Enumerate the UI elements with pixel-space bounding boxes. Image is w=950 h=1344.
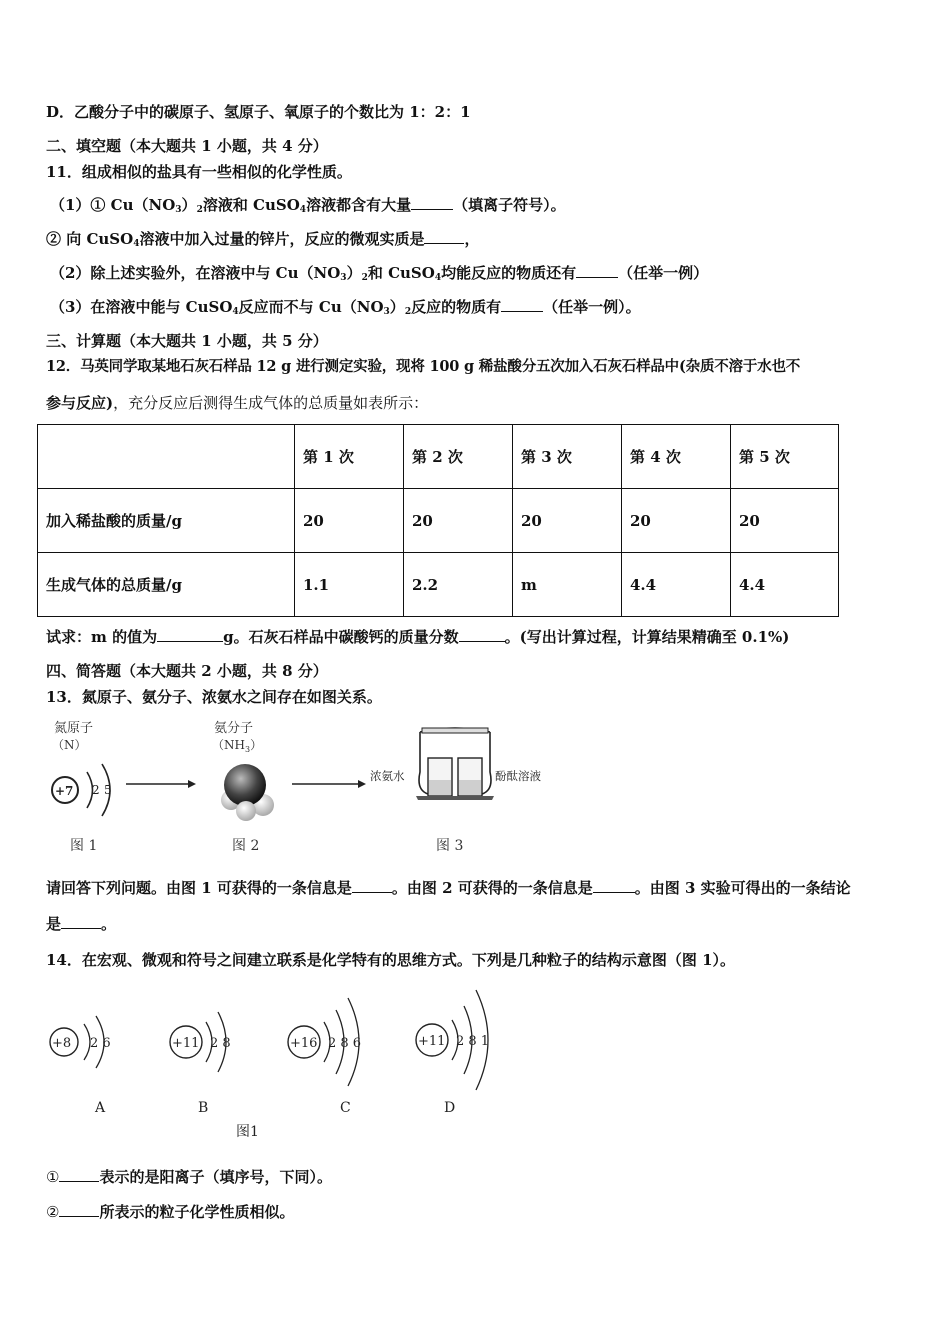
table-header-cell: 第 2 次 bbox=[404, 425, 513, 489]
q10-option-d: D．乙酸分子中的碳原子、氢原子、氧原子的个数比为 1：2：1 bbox=[46, 103, 471, 121]
q11-stem: 11．组成相似的盐具有一些相似的化学性质。 bbox=[46, 163, 352, 181]
q13-ask-text: 。 bbox=[101, 915, 117, 933]
q11-p3-sub: 3 bbox=[340, 273, 347, 283]
table-header-cell: 第 4 次 bbox=[622, 425, 731, 489]
answer-blank[interactable] bbox=[459, 627, 505, 642]
particle-b-electrons: 2 8 bbox=[210, 1036, 231, 1051]
fig1-electron: 5 bbox=[104, 783, 112, 797]
particle-c-label: C bbox=[340, 1100, 351, 1116]
q11-p4-text: （3）在溶液中能与 CuSO bbox=[50, 298, 233, 316]
q11-p1-text: （1）① Cu（NO bbox=[50, 196, 176, 214]
answer-blank[interactable] bbox=[157, 627, 223, 642]
table-row bbox=[38, 489, 839, 553]
q14-ask2 bbox=[46, 1202, 294, 1222]
section4-title: 四、简答题（本大题共 2 小题，共 8 分） bbox=[46, 662, 328, 680]
particle-c-nucleus: +16 bbox=[290, 1036, 318, 1051]
nitrogen-atom-icon bbox=[224, 764, 266, 806]
particle-b-label: B bbox=[198, 1100, 209, 1116]
q11-p2-sub: 4 bbox=[133, 239, 140, 249]
table-cell: 20 bbox=[295, 489, 404, 553]
q12-ask-text: 。(写出计算过程，计算结果精确至 0.1%) bbox=[504, 628, 790, 646]
results-table bbox=[37, 424, 839, 617]
fig1-nucleus: +7 bbox=[55, 784, 74, 798]
particle-a-nucleus: +8 bbox=[52, 1036, 72, 1051]
q12-stem-rest: ，充分反应后测得生成气体的总质量如表所示： bbox=[113, 394, 429, 412]
q11-p3-text: （2）除上述实验外，在溶液中与 Cu（NO bbox=[50, 264, 341, 282]
fig2-caption: 图 2 bbox=[232, 838, 260, 854]
q11-p3-text: ） bbox=[346, 264, 362, 282]
answer-blank[interactable] bbox=[352, 878, 392, 893]
table-cell: 1.1 bbox=[295, 553, 404, 617]
q12-stem-line1: 12．马英同学取某地石灰石样品 12 g 进行测定实验，现将 100 g 稀盐酸分五次加入石灰石样品中(杂质不溶于水也不 bbox=[46, 358, 801, 375]
liquid-icon bbox=[459, 780, 481, 795]
answer-blank[interactable] bbox=[61, 914, 101, 929]
q13-figure bbox=[40, 712, 570, 860]
table-cell: 20 bbox=[513, 489, 622, 553]
fig3-caption: 图 3 bbox=[436, 838, 464, 854]
q13-ask-text: 。由图 3 实验可得出的一条结论 bbox=[634, 879, 851, 897]
table-header-cell bbox=[38, 425, 295, 489]
q13-ask-line2 bbox=[46, 914, 116, 934]
q11-part1 bbox=[50, 195, 566, 220]
table-cell: 20 bbox=[731, 489, 839, 553]
answer-blank[interactable] bbox=[501, 297, 543, 312]
q11-p1-sub: 3 bbox=[175, 205, 182, 215]
q12-ask-text: g。石灰石样品中碳酸钙的质量分数 bbox=[223, 628, 459, 646]
fig2-symbol-sub: 3 bbox=[244, 745, 251, 754]
hydrogen-atom-icon bbox=[236, 801, 256, 821]
q13-ask-text: 请回答下列问题。由图 1 可获得的一条信息是 bbox=[46, 879, 352, 897]
particle-a-label: A bbox=[95, 1100, 106, 1116]
fig1-label: 氮原子 bbox=[54, 721, 94, 736]
q14-ask-num: ② bbox=[46, 1203, 60, 1221]
fig1-symbol: （N） bbox=[52, 738, 87, 752]
base-plate-icon bbox=[416, 796, 494, 800]
fig1-caption: 图 1 bbox=[70, 838, 98, 854]
q11-part1-2 bbox=[46, 229, 480, 254]
table-header-cell: 第 5 次 bbox=[731, 425, 839, 489]
table-cell: 4.4 bbox=[622, 553, 731, 617]
particle-b-nucleus: +11 bbox=[172, 1036, 200, 1051]
table-cell: 20 bbox=[404, 489, 513, 553]
q11-p4-sub: 2 bbox=[404, 307, 412, 317]
q14-ask-text: 所表示的粒子化学性质相似。 bbox=[99, 1203, 295, 1221]
q11-p2-text: 溶液中加入过量的锌片，反应的微观实质是 bbox=[139, 230, 425, 248]
q14-figure bbox=[40, 982, 520, 1142]
table-cell: 2.2 bbox=[404, 553, 513, 617]
bell-jar-icon bbox=[419, 732, 428, 794]
q11-p1-sub: 4 bbox=[299, 205, 307, 215]
liquid-icon bbox=[429, 780, 451, 795]
table-header-cell: 第 1 次 bbox=[295, 425, 404, 489]
q14-ask-num: ① bbox=[46, 1168, 60, 1186]
answer-blank[interactable] bbox=[59, 1167, 99, 1182]
q11-p4-sub: 4 bbox=[232, 307, 239, 317]
table-cell: 生成气体的总质量/g bbox=[38, 553, 295, 617]
q11-p1-text: 溶液都含有大量 bbox=[306, 196, 412, 214]
fig2-symbol-end: ） bbox=[250, 738, 263, 752]
q11-p1-sub: 2 bbox=[196, 205, 203, 215]
table-row bbox=[38, 553, 839, 617]
q11-p3-sub: 2 bbox=[361, 273, 368, 283]
q14-ask1 bbox=[46, 1167, 332, 1187]
q13-ask-text: 是 bbox=[46, 915, 62, 933]
q14-fig-caption: 图1 bbox=[236, 1124, 259, 1140]
q13-ask-line1 bbox=[46, 878, 851, 898]
fig2-label: 氨分子 bbox=[214, 721, 254, 736]
q11-p4-text: ） bbox=[389, 298, 405, 316]
particle-d-label: D bbox=[444, 1100, 456, 1116]
answer-blank[interactable] bbox=[593, 878, 635, 893]
q11-p3-text: 和 CuSO bbox=[367, 264, 435, 282]
table-cell: 加入稀盐酸的质量/g bbox=[38, 489, 295, 553]
section2-title: 二、填空题（本大题共 1 小题，共 4 分） bbox=[46, 137, 328, 155]
q11-p2-text: ② 向 CuSO bbox=[46, 230, 134, 248]
answer-blank[interactable] bbox=[59, 1202, 99, 1217]
table-header-row bbox=[38, 425, 839, 489]
q11-p3-text: 均能反应的物质还有 bbox=[441, 264, 577, 282]
q11-p3-sub: 4 bbox=[434, 273, 442, 283]
bell-jar-rim-icon bbox=[422, 728, 488, 733]
q12-ask-text: 试求：m 的值为 bbox=[46, 628, 158, 646]
q14-ask-text: 表示的是阳离子（填序号，下同）。 bbox=[99, 1168, 332, 1186]
fig1-electron: 2 bbox=[92, 783, 100, 797]
q11-part2 bbox=[50, 263, 708, 288]
q12-stem-line2 bbox=[46, 393, 428, 413]
table-cell: 4.4 bbox=[731, 553, 839, 617]
q12-ask bbox=[46, 627, 789, 647]
q11-p1-text: 溶液和 CuSO bbox=[202, 196, 300, 214]
particle-a-electrons: 2 6 bbox=[90, 1036, 111, 1051]
arrow-head-icon bbox=[358, 780, 366, 788]
q13-stem: 13．氮原子、氨分子、浓氨水之间存在如图关系。 bbox=[46, 688, 382, 706]
q11-p3-text: （任举一例） bbox=[618, 264, 709, 282]
answer-blank[interactable] bbox=[411, 195, 453, 210]
table-header-cell: 第 3 次 bbox=[513, 425, 622, 489]
fig2-symbol bbox=[212, 738, 262, 754]
q13-ask-text: 。由图 2 可获得的一条信息是 bbox=[391, 879, 593, 897]
q12-stem-bold: 参与反应) bbox=[46, 394, 114, 412]
arrow-head-icon bbox=[188, 780, 196, 788]
answer-blank[interactable] bbox=[424, 229, 464, 244]
q11-p4-text: 反应的物质有 bbox=[411, 298, 502, 316]
q11-p4-sub: 3 bbox=[383, 307, 390, 317]
particle-d-nucleus: +11 bbox=[418, 1034, 446, 1049]
q11-p4-text: 反应而不与 Cu（NO bbox=[238, 298, 384, 316]
q11-p1-text: ） bbox=[181, 196, 197, 214]
table-cell: 20 bbox=[622, 489, 731, 553]
fig3-right-label: 酚酞溶液 bbox=[495, 769, 541, 783]
particle-c-electrons: 2 8 6 bbox=[328, 1036, 362, 1051]
q11-part3 bbox=[50, 297, 641, 322]
fig3-left-label: 浓氨水 bbox=[370, 769, 405, 783]
fig2-symbol-text: （NH bbox=[212, 738, 245, 752]
q14-stem: 14．在宏观、微观和符号之间建立联系是化学特有的思维方式。下列是几种粒子的结构示意图（图 1）。 bbox=[46, 951, 736, 969]
q11-p4-text: （任举一例）。 bbox=[543, 298, 641, 316]
bell-jar-icon bbox=[482, 732, 491, 794]
table-cell: m bbox=[513, 553, 622, 617]
q11-p2-text: ， bbox=[464, 230, 480, 248]
answer-blank[interactable] bbox=[576, 263, 618, 278]
section3-title: 三、计算题（本大题共 1 小题，共 5 分） bbox=[46, 332, 328, 350]
particle-d-electrons: 2 8 1 bbox=[456, 1034, 490, 1049]
q11-p1-text: （填离子符号）。 bbox=[453, 196, 566, 214]
